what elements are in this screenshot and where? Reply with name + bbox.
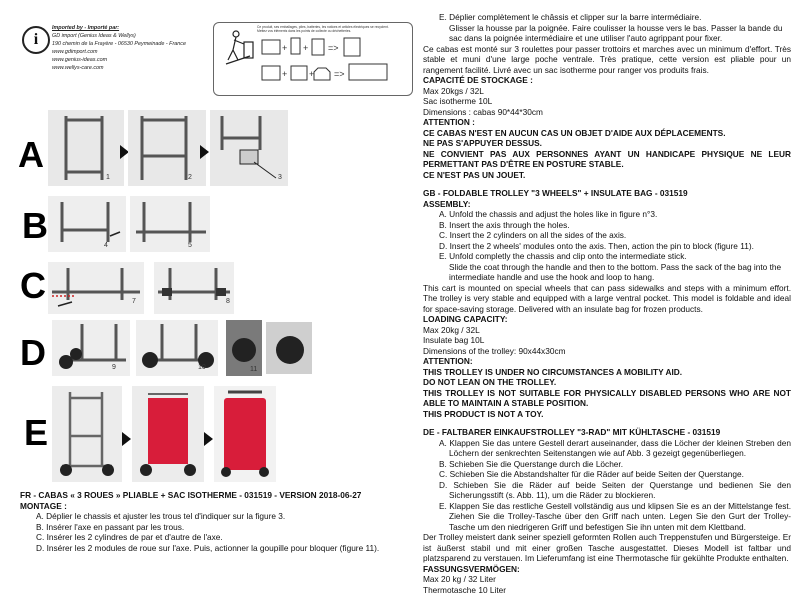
importer-info xyxy=(52,24,212,72)
figure-photo xyxy=(52,386,122,482)
gb-warning: DO NOT LEAN ON THE TROLLEY. xyxy=(423,377,791,388)
recycle-person-icon xyxy=(226,31,253,64)
figure-number: 7 xyxy=(132,298,136,305)
appliance-icon xyxy=(262,66,280,80)
gb-step: C. Insert the 2 cylinders on all the sides of the axis. xyxy=(423,230,791,241)
figure-photo xyxy=(48,262,144,314)
fr-capacity-heading: CAPACITÉ DE STOCKAGE : xyxy=(423,75,791,86)
fr-warning: NE CONVIENT PAS AUX PERSONNES AYANT UN HANDICAPE PHYSIQUE NE LEUR PERMETTANT PAS D'ÊTRE EN POSTURE STABLE. xyxy=(423,149,791,170)
document-icon xyxy=(312,39,324,55)
figure-number: 11 xyxy=(250,366,257,373)
box-icon xyxy=(262,40,280,54)
bin-icon xyxy=(344,38,360,56)
battery-icon xyxy=(291,66,307,80)
fr-montage-heading: MONTAGE : xyxy=(20,501,404,512)
figure-photo xyxy=(210,110,288,186)
fr-step: C. Insérer les 2 cylindres de par et d'autre de l'axe. xyxy=(20,532,404,543)
fr-warning: CE N'EST PAS UN JOUET. xyxy=(423,170,791,181)
importer-heading: Imported by - Importé par: xyxy=(52,24,212,32)
fr-step-continuation: Glisser la housse par la poignée. Faire coulisser la housse vers le bas. Passer la bande du sac dans la poignée intermédiaire et une utiliser l'auto agrippant pour fixer. xyxy=(423,23,791,44)
de-description: Der Trolley meistert dank seiner speziell geformten Rollen auch Treppenstufen und Bürgersteige. Er ist äußerst stabil und mit einer großen Tasche ausgestattet. Dieses Modell ist faltbar und platzsparend zu verstauen. Im Lieferumfang ist eine Thermotasche für gekühlte Produkte enthalten. xyxy=(423,532,791,564)
step-label: E xyxy=(24,412,48,454)
gb-warning: THIS TROLLEY IS UNDER NO CIRCUMSTANCES A MOBILITY AID. xyxy=(423,367,791,378)
bottle-icon xyxy=(291,38,300,54)
figure-photo xyxy=(132,386,204,482)
figure-photo xyxy=(130,196,210,252)
gb-warning: THIS TROLLEY IS NOT SUITABLE FOR PHYSICALLY DISABLED PERSONS WHO ARE NOT ABLE TO MAINTAIN A STABLE POSITION. xyxy=(423,388,791,409)
recycling-pictograms xyxy=(216,26,412,92)
gb-capacity-line: Dimensions of the trolley: 90x44x30cm xyxy=(423,346,791,357)
info-icon: i xyxy=(22,26,50,54)
arrow-right-icon xyxy=(122,432,131,446)
svg-text:=>: => xyxy=(328,43,339,53)
gb-assembly-heading: ASSEMBLY: xyxy=(423,199,791,210)
de-step: C. Schieben Sie die Abstandshalter für die Räder auf beide Seiten der Querstange. xyxy=(423,469,791,480)
gb-step: E. Unfold completly the chassis and clip onto the intermediate stick. xyxy=(423,251,791,262)
step-label: C xyxy=(20,265,46,307)
figure-number: 1 xyxy=(106,174,110,181)
figure-number: 5 xyxy=(188,242,192,249)
de-step: E. Klappen Sie das restliche Gestell vollständig aus und klipsen Sie es an der Mittelstange fest. Ziehen Sie die Trolley-Tasche über den Griff nach unten. Legen Sie den Gurt der Trolley-Tasche um den niedrigeren Griff und befestigen Sie ihn unten mit dem Klettband. xyxy=(423,501,791,533)
figure-number: 9 xyxy=(112,364,116,371)
importer-address: 190 chemin de la Frayère - 06530 Peymeinade - France xyxy=(52,40,212,48)
fr-title: FR - CABAS « 3 ROUES » PLIABLE + SAC ISOTHERME - 031519 - VERSION 2018-06-27 xyxy=(20,490,404,501)
gb-title: GB - FOLDABLE TROLLEY "3 WHEELS" + INSULATE BAG - 031519 xyxy=(423,188,791,199)
importer-web-link[interactable]: www.genius-ideas.com xyxy=(52,56,212,64)
gb-step-continuation: Slide the coat through the handle and then to the bottom. Pass the sack of the bag into the intermediate handle and use the hook and loop to hang. xyxy=(423,262,791,283)
svg-text:+: + xyxy=(303,43,308,53)
gb-warning: THIS PRODUCT IS NOT A TOY. xyxy=(423,409,791,420)
fr-capacity-line: Max 20kgs / 32L xyxy=(423,86,791,97)
figure-photo xyxy=(128,110,206,186)
gb-attention-heading: ATTENTION: xyxy=(423,356,791,367)
figure-photo xyxy=(154,262,234,314)
step-label: D xyxy=(20,332,46,374)
fr-step: A. Déplier le chassis et ajuster les trous tel d'indiquer sur la figure 3. xyxy=(20,511,404,522)
gb-step: B. Insert the axis through the holes. xyxy=(423,220,791,231)
tshirt-icon xyxy=(314,68,330,80)
step-label: B xyxy=(22,205,48,247)
gb-step: D. Insert the 2 wheels' modules onto the axis. Then, action the pin to block (figure 11). xyxy=(423,241,791,252)
figure-photo xyxy=(48,196,126,252)
figure-number: 2 xyxy=(188,174,192,181)
gb-capacity-line: Max 20kg / 32L xyxy=(423,325,791,336)
fr-step: E. Déplier complètement le châssis et clipper sur la barre intermédiaire. xyxy=(423,12,791,23)
figure-photo xyxy=(48,110,124,186)
fr-warning: CE CABAS N'EST EN AUCUN CAS UN OBJET D'AIDE AUX DÉPLACEMENTS. xyxy=(423,128,791,139)
fr-step: D. Insérer les 2 modules de roue sur l'axe. Puis, actionner la goupille pour bloquer (figure 11). xyxy=(20,543,404,554)
fr-warning: NE PAS S'APPUYER DESSUS. xyxy=(423,138,791,149)
de-capacity-heading: FASSUNGSVERMÖGEN: xyxy=(423,564,791,575)
de-step: B. Schieben Sie die Querstange durch die Löcher. xyxy=(423,459,791,470)
fr-capacity-line: Sac isotherme 10L xyxy=(423,96,791,107)
arrow-right-icon xyxy=(204,432,213,446)
gb-capacity-line: Insulate bag 10L xyxy=(423,335,791,346)
svg-text:+: + xyxy=(309,69,314,79)
svg-text:+: + xyxy=(282,43,287,53)
figure-number: 8 xyxy=(226,298,230,305)
importer-company: GD import (Genius Ideas & Wellys) xyxy=(52,32,212,40)
de-capacity-line: Max 20 kg / 32 Liter xyxy=(423,574,791,585)
figure-photo xyxy=(214,386,276,482)
importer-web-link[interactable]: www.wellys-care.com xyxy=(52,64,212,72)
arrow-right-icon xyxy=(200,145,209,159)
fr-step: B. Insérer l'axe en passant par les trous. xyxy=(20,522,404,533)
figure-number: 10 xyxy=(198,364,206,371)
de-step: D. Schieben Sie die Räder auf beide Seiten der Querstange und bedienen Sie den Sicherungsstift (s. Abb. 11), um die Räder zu blockieren. xyxy=(423,480,791,501)
step-label: A xyxy=(18,134,44,176)
gb-capacity-heading: LOADING CAPACITY: xyxy=(423,314,791,325)
importer-web-link[interactable]: www.gdimport.com xyxy=(52,48,212,56)
gb-step: A. Unfold the chassis and adjust the holes like in figure n°3. xyxy=(423,209,791,220)
right-text-column xyxy=(423,12,791,595)
gb-description: This cart is mounted on special wheels that can pass sidewalks and steps with a minimum effort. The trolley is very stable and equipped with a large ventral pocket. This model is foldable and ideal for space-saving storage. Delivered with an insulate bag for frozen products. xyxy=(423,283,791,315)
figure-photo xyxy=(52,320,130,376)
fr-section-start xyxy=(20,490,404,553)
figure-number: 4 xyxy=(104,242,108,249)
fr-capacity-line: Dimensions : cabas 90*44*30cm xyxy=(423,107,791,118)
recycling-line: Ce produit, ses emballages, piles, batteries, les notices et articles électriques se recyclent. xyxy=(257,25,407,29)
de-capacity-line: Thermotasche 10 Liter xyxy=(423,585,791,595)
collection-point-icon xyxy=(349,64,387,80)
figure-photo xyxy=(266,322,312,374)
de-title: DE - FALTBARER EINKAUFSTROLLEY "3-RAD" MIT KÜHLTASCHE - 031519 xyxy=(423,427,791,438)
fr-description: Ce cabas est monté sur 3 roulettes pour passer trottoirs et marches avec un minimum d'effort. Très stable et muni d'une large poche ventrale. Très pratique, cette version est pliable pour un rangement facilité. Livré avec un sac isotherme pour ranger vos produits frais. xyxy=(423,44,791,76)
svg-text:=>: => xyxy=(334,69,345,79)
svg-text:+: + xyxy=(282,69,287,79)
fr-attention-heading: ATTENTION : xyxy=(423,117,791,128)
figure-number: 3 xyxy=(278,174,282,181)
de-step: A. Klappen Sie das untere Gestell derart auseinander, dass die Löcher der kleinen Streben den Löchern der senkrechten Seitenstangen wie auf Abb. 3 gezeigt gegenüberliegen. xyxy=(423,438,791,459)
recycling-line: Mettez vos éléments dans les points de collecte ou déchetteries. xyxy=(257,29,407,33)
